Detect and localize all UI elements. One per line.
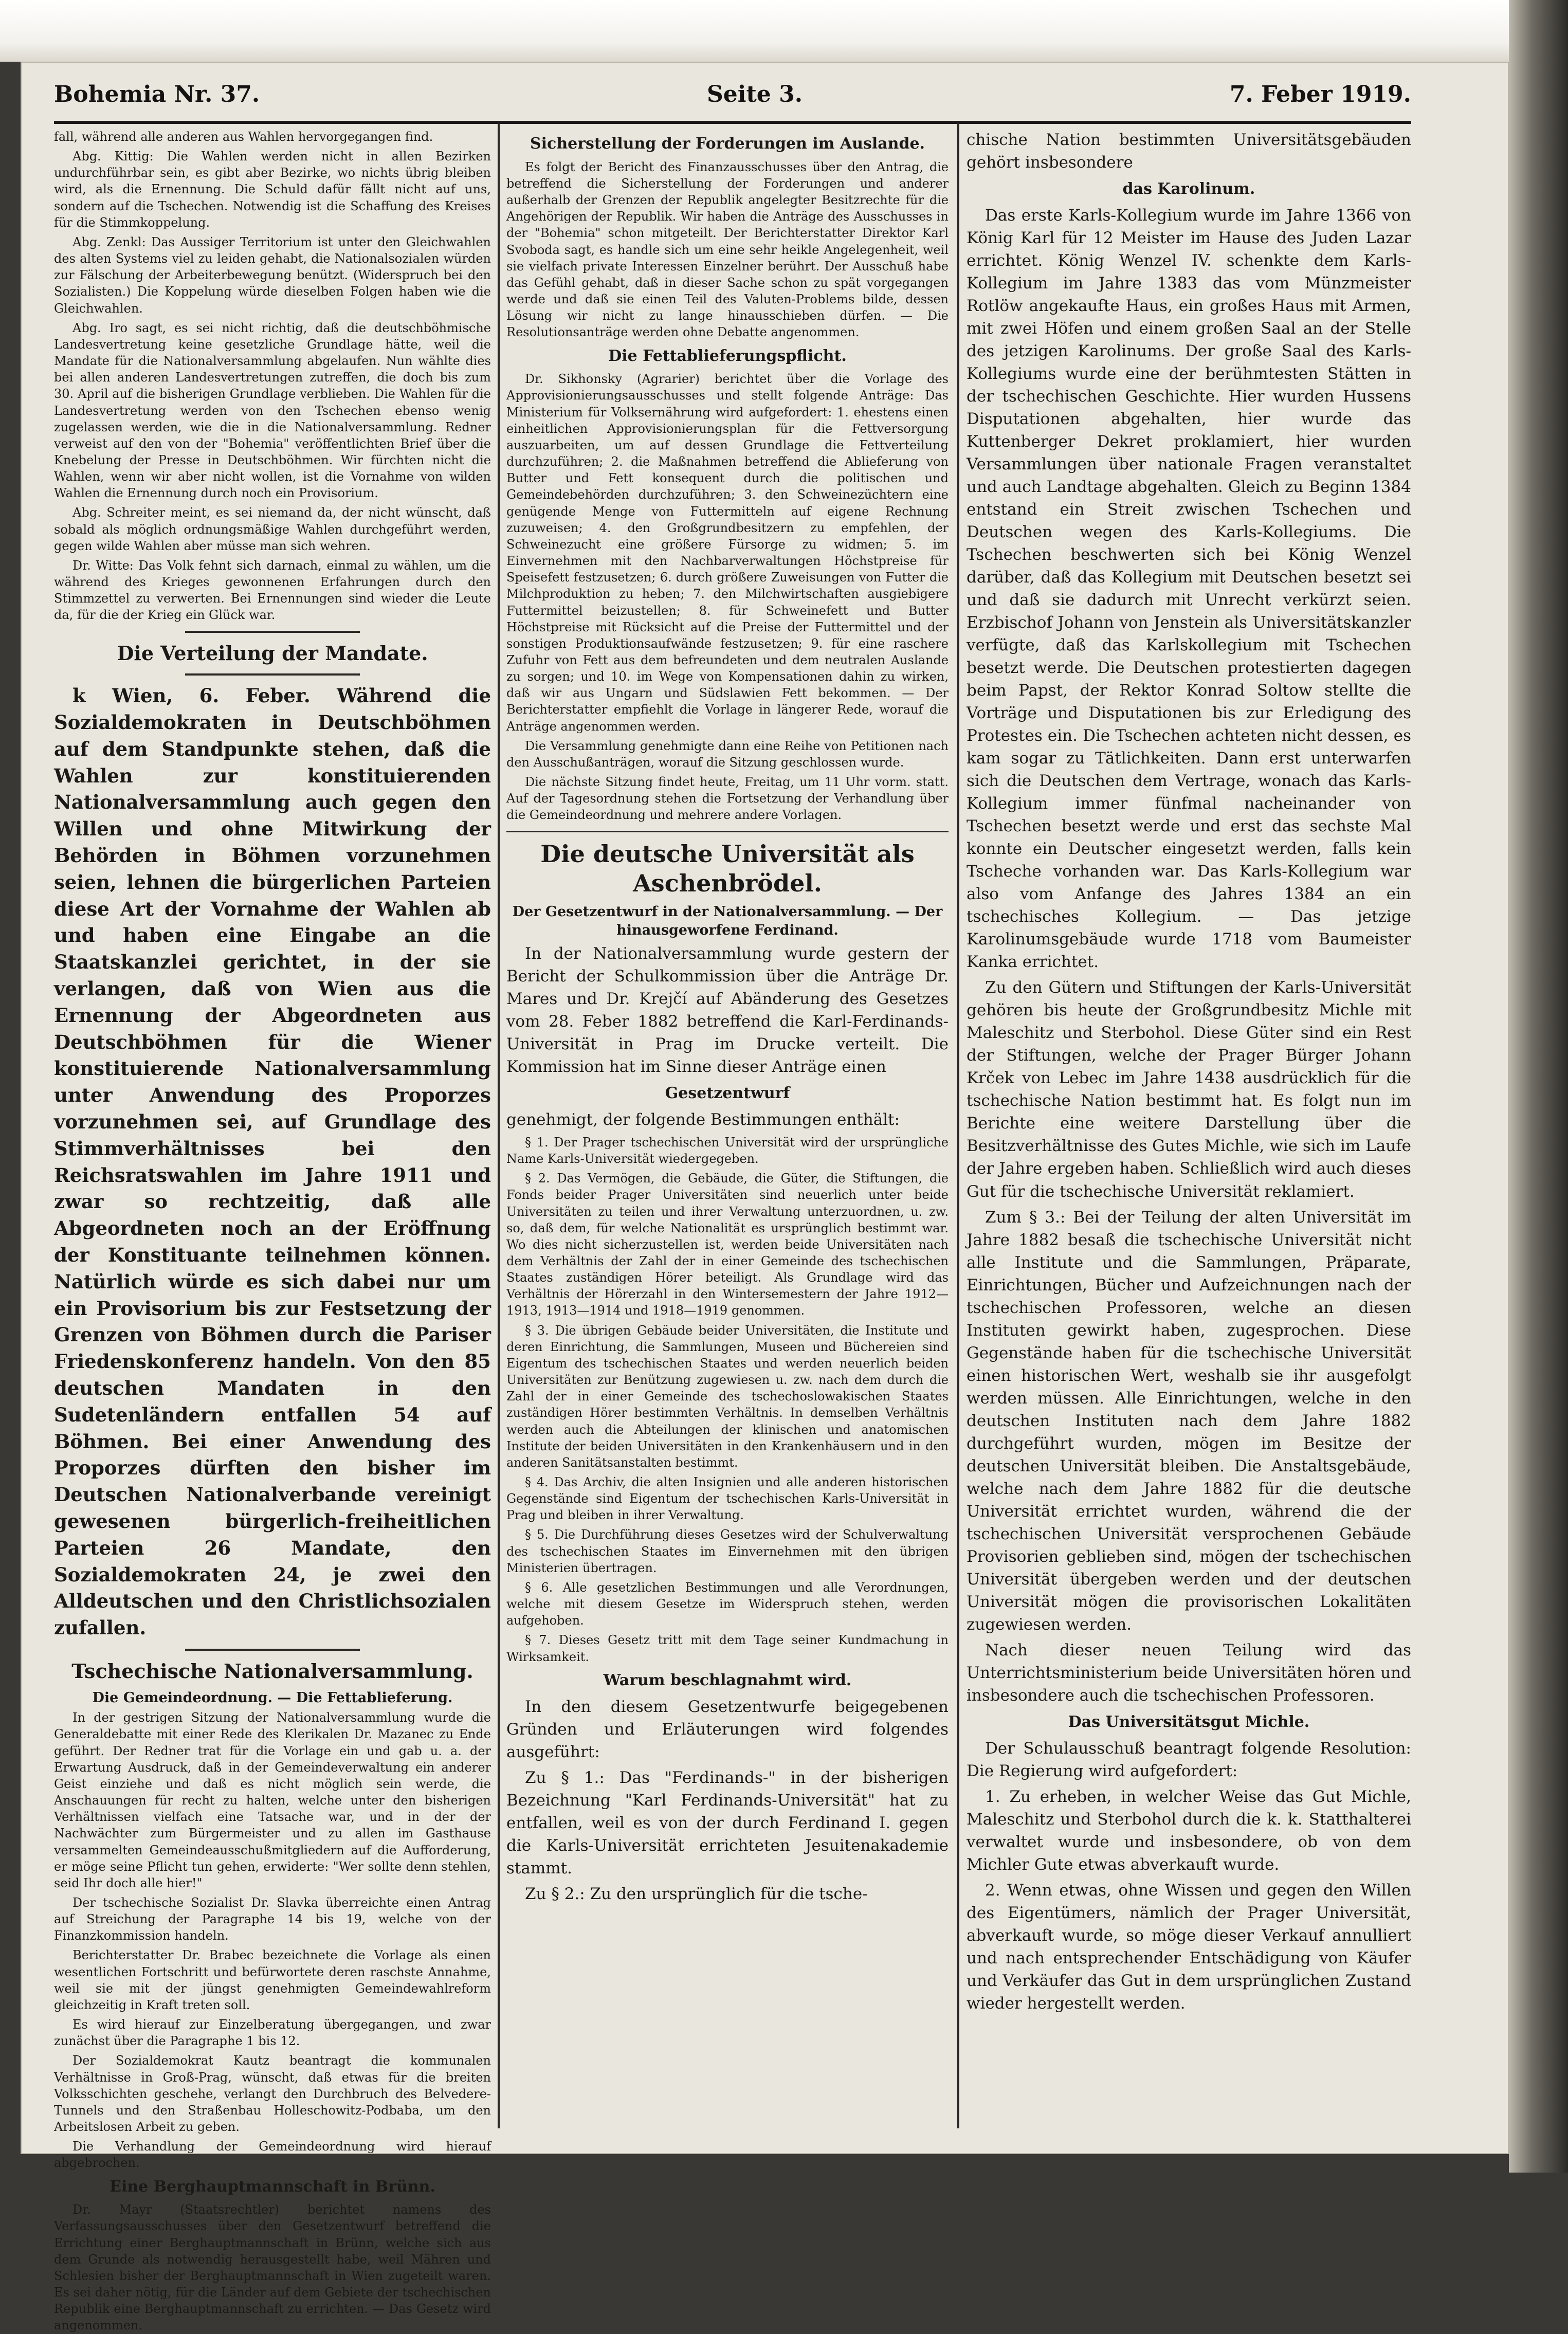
paragraph: genehmigt, der folgende Bestimmungen enthält: <box>506 1110 900 1129</box>
divider <box>506 831 949 832</box>
column-3 <box>967 129 1411 2123</box>
paragraph: 2. Wenn etwas, ohne Wissen und gegen den Willen des Eigentümers, nämlich der Prager Universität, abverkauft wurde, so möge dieser Verkauf annulliert und nach entsprechender Entschädigung von Käufer und Verkäufer das Gut in dem ursprünglichen Zustand wieder hergestellt werden. <box>967 1881 1411 2013</box>
paragraph: chische Nation bestimmten Universitätsgebäuden gehört insbesondere <box>967 131 1411 172</box>
heading-universitaetsgut: Das Universitätsgut Michle. <box>1068 1712 1310 1731</box>
subheading: Die Gemeindeordnung. — Die Fettablieferung. <box>92 1689 453 1706</box>
heading-berghauptmannschaft: Eine Berghauptmannschaft in Brünn. <box>110 2177 435 2196</box>
paragraph: Der tschechische Sozialist Dr. Slavka überreichte einen Antrag auf Streichung der Paragraphe 14 bis 19, welche von der Finanzkommission handeln. <box>54 1895 491 1943</box>
lead-paragraph: k Wien, 6. Feber. Während die Sozialdemokraten in Deutschböhmen auf dem Standpunkte stehen, daß die Wahlen zur konstituierenden Nationalversammlung auch gegen den Willen und ohne Mitwirkung der Behörden in Böhmen vorzunehmen seien, lehnen die bürgerlichen Parteien diese Art der Vornahme der Wahlen ab und haben eine Eingabe an die Staatskanzlei gerichtet, in der sie verlangen, daß von Wien aus die Ernennung der Abgeordneten aus Deutschböhmen für die Wiener konstituierende Nationalversammlung unter Anwendung des Proporzes vorzunehmen sei, auf Grundlage des Stimmverhältnisses bei den Reichsratswahlen im Jahre 1911 und zwar so rechtzeitig, daß alle Abgeordneten noch an der Eröffnung der Konstituante teilnehmen können. Natürlich würde es sich dabei nur um ein Provisorium bis zur Festsetzung der Grenzen von Böhmen durch die Pariser Friedenskonferenz handeln. Von den 85 deutschen Mandaten in den Sudetenländern entfallen 54 auf Böhmen. Bei einer Anwendung des Proporzes dürften den bisher im Deutschen Nationalverbande vereinigt gewesenen bürgerlich-freiheitlichen Parteien 26 Mandate, den Sozialdemokraten 24, je zwei den Alldeutschen und den Christlichsozialen zufallen. <box>54 684 491 1639</box>
section-1: § 1. Der Prager tschechischen Universität wird der ursprüngliche Name Karls-Universität wiedergegeben. <box>506 1135 949 1166</box>
column-2 <box>506 129 949 2123</box>
paragraph: Es folgt der Bericht des Finanzausschusses über den Antrag, die betreffend die Sicherstellung der Forderungen und anderer außerhalb der Grenzen der Republik angelegter Besitzrechte für die Angehörigen der Republik. Wir haben die Anträge des Ausschusses in der "Bohemia" schon mitgeteilt. Der Berichterstatter Direktor Karl Svoboda sagt, es handle sich um eine sehr heikle Angelegenheit, weil sie vielfach private Interessen Einzelner berührt. Der Ausschuß habe das Gefühl gehabt, daß in dieser Sache schon zu spät vorgegangen werde und daß sie einen Teil des Valuten-Problems bilde, dessen Lösung wir nicht zu lange hinausschieben dürfen. — Die Resolutionsanträge werden ohne Debatte angenommen. <box>506 159 949 340</box>
heading-fettablieferung: Die Fettablieferungspflicht. <box>608 347 847 365</box>
scan-right-edge <box>1509 0 1568 2173</box>
paragraph: Das erste Karls-Kollegium wurde im Jahre 1366 von König Karl für 12 Meister im Hause des Juden Lazar errichtet. König Wenzel IV. schenkte dem Karls-Kollegium im Jahre 1383 das vom Münzmeister Rotlöw angekaufte Haus, ein großes Haus mit Armen, mit zwei Höfen und einem großen Saal an der Stelle des jetzigen Karolinums. Der große Saal des Karls-Kollegiums wurde eine der berühmtesten Stätten in der tschechischen Geschichte. Hier wurden Hussens Disputationen abgehalten, hier wurde das Kuttenberger Dekret proklamiert, hier wurden Versammlungen über nationale Fragen veranstaltet und auch Landtage abgehalten. Gleich zu Beginn 1384 entstand ein Streit zwischen Tschechen und Deutschen wegen des Karls-Kollegiums. Die Tschechen beschwerten sich bei König Wenzel darüber, daß das Kollegium mit Deutschen besetzt sei und daß sie dadurch mit Unrecht verkürzt seien. Erzbischof Johann von Jenstein als Universitätskanzler verfügte, daß das Karlskollegium mit Tschechen besetzt werde. Die Deutschen protestierten dagegen beim Papst, der Rektor Konrad Soltow stellte die Vorträge und Disputationen bis zur Erledigung des Protestes ein. Die Tschechen achteten nicht dessen, es kam sogar zu Tätlichkeiten. Dann erst unterwarfen sich die Deutschen dem Vertrage, wonach das Karls-Kollegium immer fünfmal nacheinander von Tschechen besetzt werde und erst das sechste Mal konnte ein Deutscher eingesetzt werden, falls kein Tscheche vorhanden war. Das Karls-Kollegium war also vom Anfange des Jahres 1384 an ein tschechisches Kollegium. — Das jetzige Karolinumsgebäude wurde 1718 vom Baumeister Kanka errichtet. <box>967 206 1411 972</box>
scan-top-margin <box>0 0 1509 62</box>
paragraph: Nach dieser neuen Teilung wird das Unterrichtsministerium beide Universitäten hören und insbesondere auch die tschechischen Professoren. <box>967 1640 1411 1705</box>
paragraph: Dr. Mayr (Staatsrechtler) berichtet namens des Verfassungsausschusses über den Gesetzentwurf betreffend die Errichtung einer Berghauptmannschaft in Brünn, welche sich aus dem Grunde als notwendig herausgestellt habe, weil Mähren und Schlesien bisher der Berghauptmannschaft in Wien zugeteilt waren. Es sei daher nötig, für die Länder auf dem Gebiete der tschechischen Republik eine Berghauptmannschaft zu errichten. — Das Gesetz wird angenommen. <box>54 2202 491 2333</box>
paragraph: Dr. Sikhonsky (Agrarier) berichtet über die Vorlage des Approvisionierungsausschusses und stellt folgende Anträge: Das Ministerium für Volksernährung wird aufgefordert: 1. ehestens einen einheitlichen Approvisionierungsplan für die Fettversorgung auszuarbeiten, um auf dessen Grundlage die Fettverteilung durchzuführen; 2. die Maßnahmen betreffend die Ablieferung von Butter und Fett konsequent durch die politischen und Gemeindebehörden durchzuführen; 3. den Schweinezüchtern eine genügende Menge von Futtermitteln auf eigene Rechnung zuzuweisen; 4. den Großgrundbesitzern zu empfehlen, der Schweinezucht eine größere Fürsorge zu widmen; 5. im Einvernehmen mit den Nachbarverwaltungen Höchstpreise für Speisefett festzusetzen; 6. durch größere Zuweisungen von Futter die Milchproduktion zu heben; 7. den Milchwirtschaften ausgiebigere Futtermittel beizustellen; 8. für Schweinefett und Butter Höchstpreise mit Rücksicht auf die Preise der Futtermittel und der sonstigen Produktionsaufwände festzusetzen; 9. für eine raschere Zufuhr von Fett aus dem befreundeten und dem neutralen Auslande zu sorgen; und 10. im Wege von Kompensationen dahin zu wirken, daß wir aus Ungarn und Südslawien Fett bekommen. — Der Berichterstatter empfiehlt die Vorlage in längerer Rede, worauf die Anträge angenommen werden. <box>506 372 949 734</box>
paragraph: Die Verhandlung der Gemeindeordnung wird hierauf abgebrochen. <box>54 2139 491 2171</box>
heading-gesetzentwurf: Gesetzentwurf <box>665 1084 790 1103</box>
column-1 <box>54 129 491 2333</box>
heading-tschechische-nationalversammlung: Tschechische Nationalversammlung. <box>71 1659 473 1683</box>
paragraph: Berichterstatter Dr. Brabec bezeichnete die Vorlage als einen wesentlichen Fortschritt und befürwortete deren raschste Annahme, weil sie mit der jüngst genehmigten Gemeindewahlreform gleichzeitig in Kraft treten soll. <box>54 1948 491 2012</box>
heading-karolinum: das Karolinum. <box>1122 180 1255 198</box>
masthead-date: 7. Feber 1919. <box>1229 81 1411 107</box>
paragraph: Abg. Iro sagt, es sei nicht richtig, daß die deutschböhmische Landesvertretung keine gesetzliche Grundlage hätte, weil die Mandate für die Nationalversammlung abgelaufen. Nun wählte dies bei allen anderen Landesvertretungen zutreffen, die doch bis zum 30. April auf die bisherigen Grundlage verblieben. Die Wahlen für die Landesvertretung werden von den Tschechen ebenso wenig zugelassen werden, wie die in die Nationalversammlung. Redner verweist auf den von der "Bohemia" veröffentlichten Brief über die Knebelung der Presse in Deutschböhmen. Wir fürchten nicht die Wahlen, wenn wir aber nicht wollen, ist die Vornahme von wilden Wahlen die Ernennung durch noch ein Provisorium. <box>54 320 491 501</box>
column-divider <box>498 123 500 2128</box>
section-7: § 7. Dieses Gesetz tritt mit dem Tage seiner Kundmachung in Wirksamkeit. <box>506 1633 949 1664</box>
paragraph: Die nächste Sitzung findet heute, Freitag, um 11 Uhr vorm. statt. Auf der Tagesordnung stehen die Fortsetzung der Verhandlung über die Gemeindeordnung und mehrere andere Vorlagen. <box>506 775 949 823</box>
paragraph: fall, während alle anderen aus Wahlen hervorgegangen find. <box>54 130 433 144</box>
masthead-rule <box>54 121 1411 124</box>
divider <box>185 1649 360 1651</box>
divider <box>185 631 360 633</box>
paragraph: Abg. Schreiter meint, es sei niemand da, der nicht wünscht, daß sobald als möglich ordnungsmäßige Wahlen durchgeführt werden, gegen wilde Wahlen aber müsse man sich wehren. <box>54 505 491 553</box>
paragraph: Es wird hierauf zur Einzelberatung übergegangen, und zwar zunächst über die Paragraphe 1 bis 12. <box>54 2017 491 2049</box>
paragraph: In den diesem Gesetzentwurfe beigegebenen Gründen und Erläuterungen wird folgendes ausgeführt: <box>506 1697 949 1761</box>
paragraph: Dr. Witte: Das Volk fehnt sich darnach, einmal zu wählen, um die während des Krieges gewonnenen Erfahrungen durch den Stimmzettel zu verwerten. Bei Ernennungen sind wieder die Leute da, für die der Krieg ein Glück war. <box>54 558 491 623</box>
column-divider <box>957 123 959 2128</box>
section-6: § 6. Alle gesetzlichen Bestimmungen und alle Verordnungen, welche mit diesem Gesetze im Widerspruch stehen, werden aufgehoben. <box>506 1580 949 1628</box>
paragraph: In der gestrigen Sitzung der Nationalversammlung wurde die Generaldebatte mit einer Rede des Klerikalen Dr. Mazanec zu Ende geführt. Der Redner trat für die Vorlage ein und gab u. a. der Erwartung Ausdruck, daß in der Gemeindeverwaltung ein anderer Geist einziehe und daß es nicht möglich sein werde, die Anschauungen für recht zu halten, welche unter den bisherigen Verhältnissen vielfach eine Tatsache war, und in der der Nachwächter zum Bürgermeister und zu allen im Gasthause versammelten Gemeindeausschußmitgliedern auf die Aufforderung, er möge seine Pflicht tun gehen, erwiderte: "Wer sollte denn stehlen, seid Ihr doch alle hier!" <box>54 1710 491 1890</box>
paragraph: In der Nationalversammlung wurde gestern der Bericht der Schulkommission über die Anträge Dr. Mares und Dr. Krejčí auf Abänderung des Gesetzes vom 28. Feber 1882 betreffend die Karl-Ferdinands-Universität in Prag im Drucke verteilt. Die Kommission hat im Sinne dieser Anträge einen <box>506 944 949 1077</box>
heading-warum: Warum beschlagnahmt wird. <box>603 1671 852 1689</box>
paragraph: Der Sozialdemokrat Kautz beantragt die kommunalen Verhältnisse in Groß-Prag, wünscht, daß etwas für die breiten Volksschichten geschehe, verlangt den Durchbruch des Belvedere-Tunnels und den Straßenbau Holleschowitz-Podbaba, um den Arbeitslosen Arbeit zu geben. <box>54 2053 491 2135</box>
paragraph: Der Schulausschuß beantragt folgende Resolution: Die Regierung wird aufgefordert: <box>967 1739 1411 1780</box>
paragraph: Die Versammlung genehmigte dann eine Reihe von Petitionen nach den Ausschußanträgen, worauf die Sitzung geschlossen wurde. <box>506 738 949 770</box>
paragraph: Zu § 1.: Das "Ferdinands-" in der bisherigen Bezeichnung "Karl Ferdinands-Universität" hat zu entfallen, weil es von der durch Ferdinand I. gegen die Karls-Universität errichteten Jesuitenakademie stammt. <box>506 1768 949 1877</box>
section-2: § 2. Das Vermögen, die Gebäude, die Güter, die Stiftungen, die Fonds beider Prager Universitäten sind neuerlich unter beide Universitäten zu teilen und ihrer Verwaltung unterzuordnen, u. zw. so, daß dem, für welche Nationalität es ursprünglich bestimmt war. Wo dies nicht sicherzustellen ist, werden beide Universitäten nach dem Verhältnis der Zahl der in einer Gemeinde des tschechischen Staates zuständigen Hörer beteiligt. Als Grundlage wird das Verhältnis der Hörerzahl in den Wintersemestern der Jahre 1912—1913, 1913—1914 und 1918—1919 genommen. <box>506 1171 949 1318</box>
heading-sicherstellung: Sicherstellung der Forderungen im Auslande. <box>530 135 925 153</box>
paragraph: Abg. Zenkl: Das Aussiger Territorium ist unter den Gleichwahlen des alten Systems viel zu leiden gehabt, die Nationalsozialen würden zur Fälschung der Arbeiterbewegung benützt. (Widerspruch bei den Sozialisten.) Die Koppelung würde dieselben Folgen haben wie die Gleichwahlen. <box>54 234 491 316</box>
section-3: § 3. Die übrigen Gebäude beider Universitäten, die Institute und deren Einrichtung, die Sammlungen, Museen und Büchereien sind Eigentum des tschechischen Staates und werden neuerlich beiden Universitäten zur Benützung zugewiesen u. zw. nach dem durch die Zahl der in einer Gemeinde des tschechoslowakischen Staates zuständigen Hörer bestimmten Verhältnis. In demselben Verhältnis werden auch die Abteilungen der klinischen und anatomischen Institute der beiden Universitäten in den Krankenhäusern und in den anderen Sanitätsanstalten bestimmt. <box>506 1323 949 1470</box>
section-5: § 5. Die Durchführung dieses Gesetzes wird der Schulverwaltung des tschechischen Staates im Einvernehmen mit den übrigen Ministerien übertragen. <box>506 1527 949 1575</box>
paragraph: Zu § 2.: Zu den ursprünglich für die tsche- <box>525 1884 868 1903</box>
section-4: § 4. Das Archiv, die alten Insignien und alle anderen historischen Gegenstände sind Eigentum der tschechischen Karls-Universität in Prag und bleiben in ihrer Verwaltung. <box>506 1475 949 1523</box>
paragraph: Abg. Kittig: Die Wahlen werden nicht in allen Bezirken undurchführbar sein, es gibt aber Bezirke, wo nichts übrig bleiben wird, als die Ernennung. Die Schuld dafür fällt nicht auf uns, sondern auf die Tschechen. Notwendig ist die Schaffung des Kreises für die Stimmkoppelung. <box>54 149 491 230</box>
masthead-page: Seite 3. <box>707 81 803 107</box>
masthead <box>54 77 1411 113</box>
subheading: Der Gesetzentwurf in der Nationalversammlung. — Der hinausgeworfene Ferdinand. <box>512 903 943 939</box>
heading-deutsche-universitaet: Die deutsche Universität als Aschenbrödel. <box>540 840 915 898</box>
heading-verteilung: Die Verteilung der Mandate. <box>117 641 428 665</box>
paragraph: Zu den Gütern und Stiftungen der Karls-Universität gehören bis heute der Großgrundbesitz Michle mit Maleschitz und Sterbohol. Diese Güter sind ein Rest der Stiftungen, welche der Prager Bürger Johann Krček von Lebec im Jahre 1438 ausdrücklich für die tschechische Nation bestimmt hat. Es folgt nun im Berichte eine weitere Darstellung über die Besitzverhältnisse des Gutes Michle, wie sich im Laufe der Jahre ergeben haben. Schließlich wird auch dieses Gut für die tschechische Universität reklamiert. <box>967 978 1412 1201</box>
paragraph: 1. Zu erheben, in welcher Weise das Gut Michle, Maleschitz und Sterbohol durch die k. k. Statthalterei verwaltet wurde und insbesondere, ob von dem Michler Gute etwas abverkauft wurde. <box>967 1787 1411 1874</box>
masthead-paper: Bohemia Nr. 37. <box>54 81 260 107</box>
divider <box>185 673 360 676</box>
paragraph: Zum § 3.: Bei der Teilung der alten Universität im Jahre 1882 besaß die tschechische Universität nicht alle Institute und die Sammlungen, Präparate, Einrichtungen, Bücher und Aufzeichnungen nach der tschechischen Professoren, welche an diesen Instituten gewirkt haben, zugesprochen. Diese Gegenstände haben für die tschechische Universität einen historischen Wert, weshalb sie ihr ausgefolgt werden müssen. Alle Einrichtungen, welche in den deutschen Instituten nach dem Jahre 1882 durchgeführt wurden, mögen im Besitze der deutschen Universität bleiben. Die Anstaltsgebäude, welche nach dem Jahre 1882 für die deutsche Universität errichtet wurden, während die der tschechischen Universität versprochenen Gebäude Provisorien geblieben sind, mögen der tschechischen Universität übergeben werden und der deutschen Universität mögen die provisorischen Lokalitäten zugewiesen werden. <box>967 1208 1411 1634</box>
